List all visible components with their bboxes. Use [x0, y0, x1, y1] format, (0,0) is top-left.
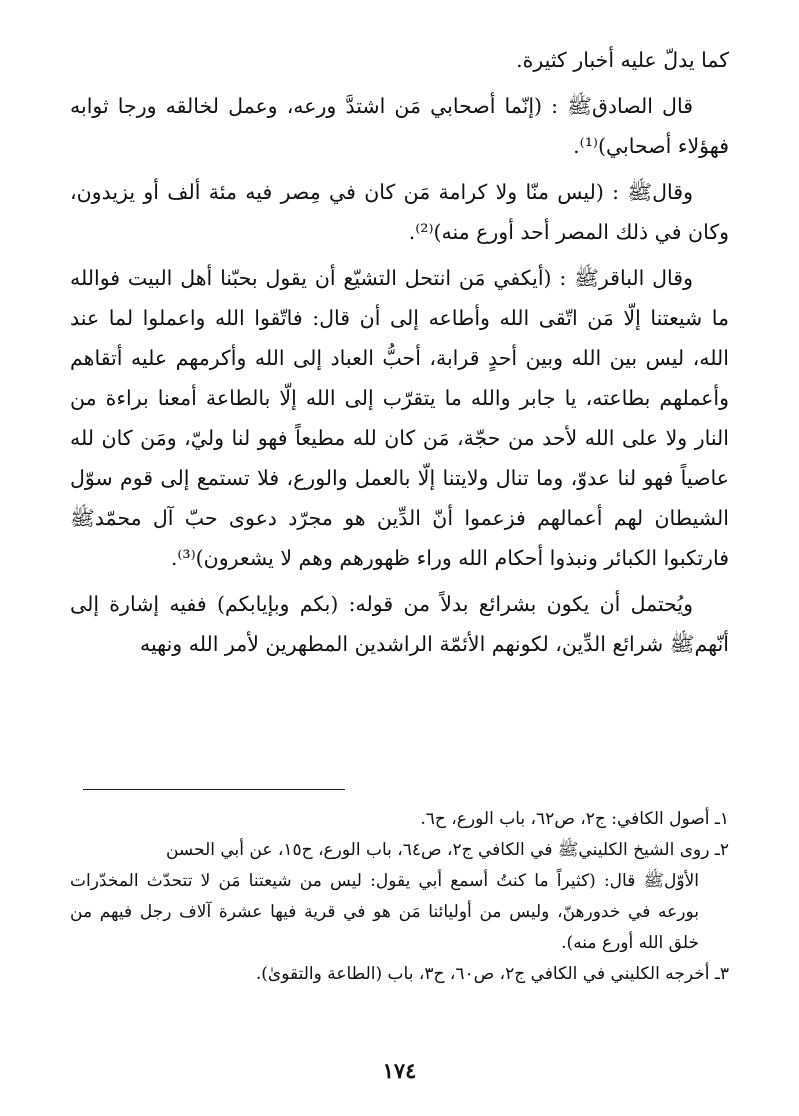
footnote-2: ٢ـ روى الشيخ الكلينيﷺ في الكافي ج٢، ص٦٤، باب الورع، ح١٥، عن أبي الحسن — [165, 840, 729, 860]
footnote-divider — [83, 789, 345, 790]
page-body — [70, 40, 729, 670]
paragraph-2: قال الصادقﷺ : (إنّما أصحابي مَن اشتدَّ ورعه، وعمل لخالقه ورجا ثوابه فهؤلاء أصحابي)⁽¹⁾. — [70, 94, 729, 158]
page-number: ١٧٤ — [382, 1058, 417, 1083]
paragraph-4: وقال الباقرﷺ : (أيكفي مَن انتحل التشيّع أن يقول بحبّنا أهل البيت فوالله ما شيعتنا إلّا مَن اتّقى الله وأطاعه إلى أن قال: فاتّقوا الله واعملوا لما عند الله، ليس بين الله وبين أحدٍ قرابة، أحبُّ العباد إلى الله وأكرمهم عليه أتقاهم وأعملهم بطاعته، يا جابر والله ما يتقرّب إلى الله إلّا بالطاعة أمعنا براءة من النار ولا على الله لأحد من حجّة، مَن كان لله مطيعاً فهو لنا وليّ، ومَن كان لله عاصياً فهو لنا عدوّ، وما تنال ولايتنا إلّا بالعمل والورع، فلا تستمع إلى قوم سوّل الشيطان لهم أعمالهم فزعموا أنّ الدِّين هو مجرّد دعوى حبّ آل محمّدﷺ فارتكبوا الكبائر ونبذوا أحكام الله وراء ظهورهم وهم لا يشعرون)⁽³⁾. — [70, 266, 729, 570]
paragraph-1: كما يدلّ عليه أخبار كثيرة. — [516, 48, 729, 72]
main-text — [70, 40, 729, 664]
paragraph-3: وقالﷺ : (ليس منّا ولا كرامة مَن كان في مِصر فيه مئة ألف أو يزيدون، وكان في ذلك المصر أحد أورع منه)⁽²⁾. — [70, 180, 729, 244]
footnote-1: ١ـ أصول الكافي: ج٢، ص٦٢، باب الورع، ح٦. — [420, 809, 729, 829]
footnote-3: ٣ـ أخرجه الكليني في الكافي ج٢، ص٦٠، ح٣، باب (الطاعة والتقوىٰ). — [255, 964, 729, 984]
footnotes — [70, 804, 729, 990]
footnote-2-continuation: الأوّلﷺ قال: (كثيراً ما كنتُ أسمع أبي يقول: ليس من شيعتنا مَن لا تتحدّث المخدّرات بورعه في خدورهنّ، وليس من أوليائنا مَن هو في قرية فيها عشرة آلاف رجل فيهم من خلق الله أورع منه). — [70, 871, 699, 953]
paragraph-5: ويُحتمل أن يكون بشرائع بدلاً من قوله: (بكم وبإيابكم) ففيه إشارة إلى أنّهمﷺ شرائع الدِّين، لكونهم الأئمّة الراشدين المطهرين لأمر الله ونهيه — [70, 592, 729, 656]
